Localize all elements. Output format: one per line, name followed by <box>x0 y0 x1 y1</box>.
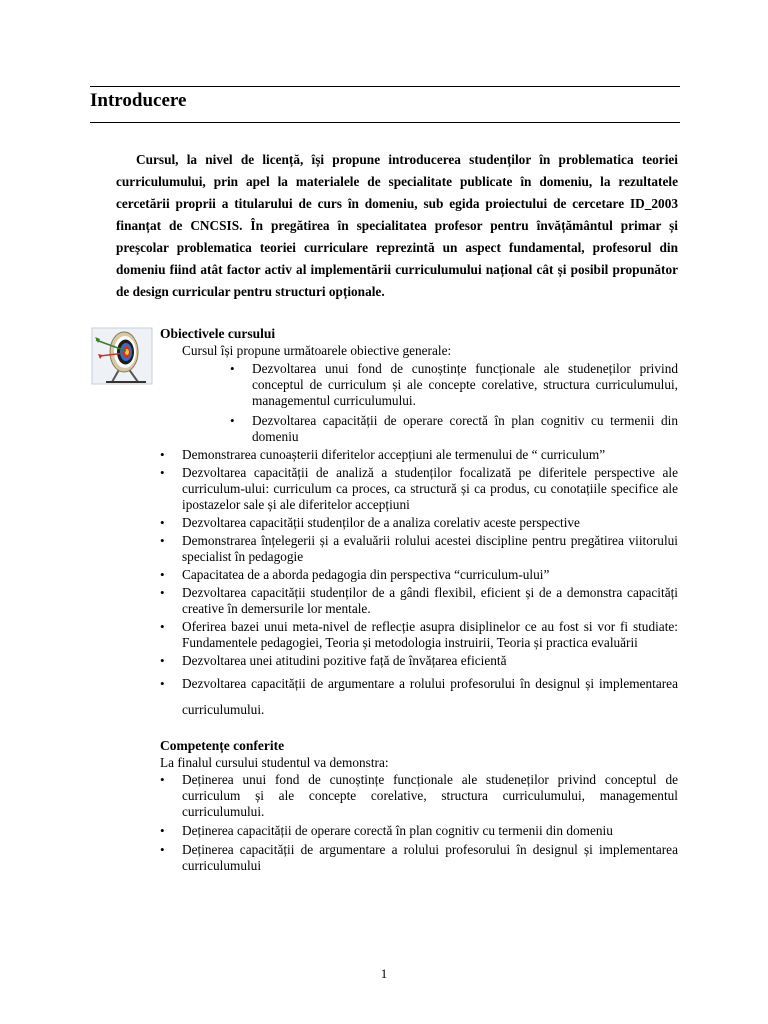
list-item: • Dezvoltarea capacității studenților de a gândi flexibil, eficient și de a demonstra capacități creative în demersurile lor mentale. <box>182 585 678 617</box>
objectives-general-list <box>252 361 678 449</box>
list-item: • Dezvoltarea unei atitudini pozitive față de învățarea eficientă <box>182 653 678 669</box>
intro-paragraph: Cursul, la nivel de licență, își propune introducerea studenților în problematica teoriei curriculumului, prin apel la materialele de specialitate publicate în domeniu, la rezultatele cercetării proprii a titularului de curs în domeniu, sub egida proiectului de cercetare ID_2003 finanțat de CNCSIS. În pregătirea în specialitatea profesor pentru învățământul primar și preșcolar problematica teoriei curriculare reprezintă un aspect fundamental, profesorul din domeniu fiind atât factor activ al implementării curriculumului național cât și posibil propunător de design curricular pentru structuri opționale. <box>116 152 678 299</box>
list-item: • Dezvoltarea capacității de analiză a studenților focalizată pe diferitele perspective ale curriculum-ului: curriculum ca proces, ca structură și ca produs, cu conotațiile specifice ale ipostazelor sale și ale diferitelor accepțiuni <box>182 465 678 513</box>
list-item: • Dezvoltarea capacității de argumentare a rolului profesorului în designul și implementarea curriculumului. <box>182 671 678 723</box>
list-item: • Dezvoltarea capacității studenților de a analiza corelativ aceste perspective <box>182 515 678 531</box>
competencies-list <box>182 772 678 877</box>
target-arrow-icon <box>90 326 154 386</box>
objectives-intro: Cursul își propune următoarele obiective generale: <box>182 343 452 358</box>
list-item: • Dezvoltarea unui fond de cunoștințe funcționale ale studeneților privind conceptul de curriculum și ale concepte corelative, structura curriculumului, managementul curriculumului. <box>252 361 678 409</box>
list-item: • Dezvoltarea capacității de operare corectă în plan cognitiv cu termenii din domeniu <box>252 413 678 445</box>
objectives-title: Obiectivele cursului <box>160 326 276 341</box>
list-item: • Oferirea bazei unui meta-nivel de reflecție asupra disiplinelor ce au fost si vor fi studiate: Fundamentele pedagogiei, Teoria și metodologia instruirii, Teoria și practica evaluării <box>182 619 678 651</box>
competencies-intro: La finalul cursului studentul va demonstra: <box>160 755 389 770</box>
competencies-title: Competențe conferite <box>160 738 285 753</box>
list-item: • Deținerea capacității de operare corectă în plan cognitiv cu termenii din domeniu <box>182 823 678 839</box>
list-item: • Capacitatea de a aborda pedagogia din perspectiva “curriculum-ului” <box>182 567 678 583</box>
bottom-rule <box>90 122 680 123</box>
objectives-specific-list <box>182 447 678 725</box>
page-heading: Introducere <box>90 90 187 111</box>
list-item: • Demonstrarea înțelegerii și a evaluării rolului acestei discipline pentru pregătirea viitorului specialist în pedagogie <box>182 533 678 565</box>
list-item: • Demonstrarea cunoașterii diferitelor accepțiuni ale termenului de “ curriculum” <box>182 447 678 463</box>
top-rule <box>90 86 680 87</box>
list-item: • Deținerea capacității de argumentare a rolului profesorului în designul și implementarea curriculumului <box>182 842 678 874</box>
page-number: 1 <box>380 966 388 981</box>
list-item: • Deținerea unui fond de cunoștințe funcționale ale studeneților privind conceptul de curriculum și ale concepte corelative, structura curriculumului, managementul curriculumului. <box>182 772 678 820</box>
